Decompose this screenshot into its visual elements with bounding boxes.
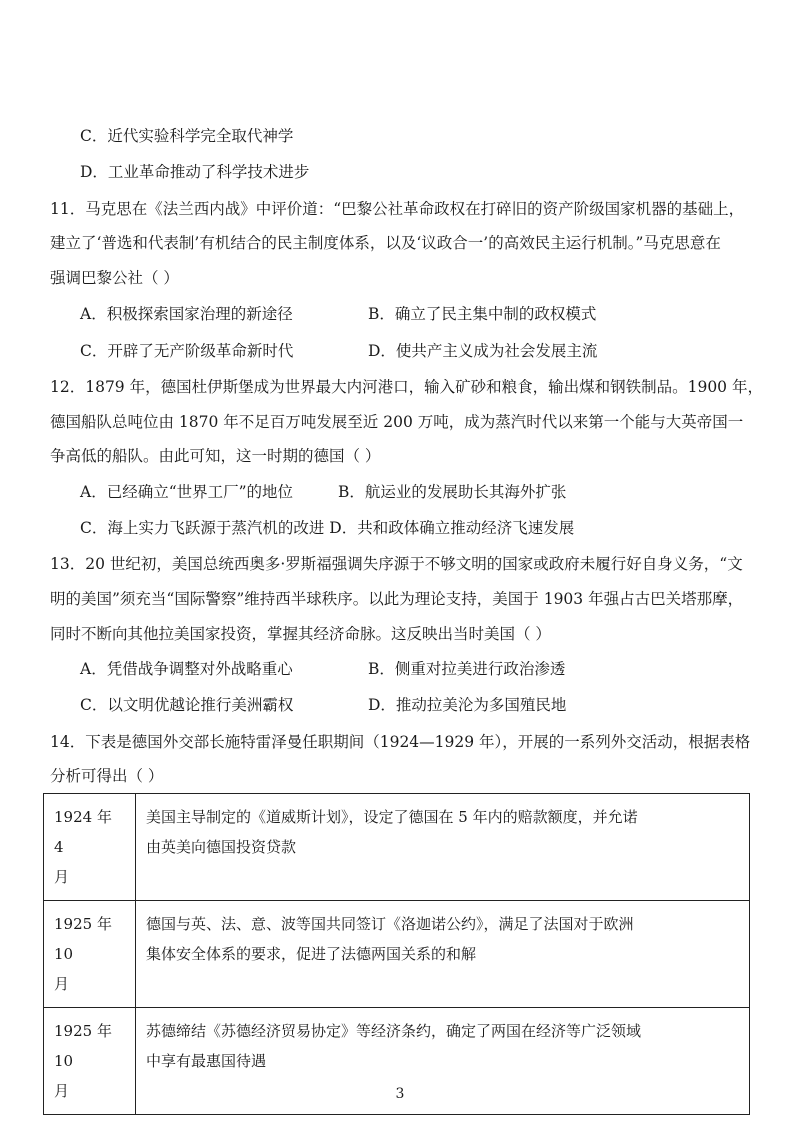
q11-option-a: A．积极探索国家治理的新途径 [80,305,293,323]
q11-stem-line1: 11．马克思在《法兰西内战》中评价道：“巴黎公社革命政权在打碎旧的资产阶级国家机器的基础上， [50,200,745,218]
table-row [44,901,750,1008]
q14-stem-line1: 14．下表是德国外交部长施特雷泽曼任职期间（1924—1929 年），开展的一系列外交活动，根据表格 [50,733,751,751]
q12-stem-line2: 德国船队总吨位由 1870 年不足百万吨发展至近 200 万吨，成为蒸汽时代以来第一个能与大英帝国一 [50,413,744,431]
q11-option-c: C．开辟了无产阶级革命新时代 [80,342,294,360]
q13-option-c: C．以文明优越论推行美洲霸权 [80,696,294,714]
q13-stem-line3: 同时不断向其他拉美国家投资，掌握其经济命脉。这反映出当时美国（ ） [50,625,551,643]
q12-option-a: A．已经确立“世界工厂”的地位 [80,483,294,501]
table-text-cell: 德国与英、法、意、波等国共同签订《洛迦诺公约》，满足了法国对于欧洲 集体安全体系的要求，促进了法德两国关系的和解 [136,901,750,1008]
table-text-cell: 苏德缔结《苏德经济贸易协定》等经济条约，确定了两国在经济等广泛领域 中享有最惠国待遇 [136,1008,750,1115]
q12-stem-line1: 12．1879 年，德国杜伊斯堡成为世界最大内河港口，输入矿砂和粮食，输出煤和钢铁制品。1900 年， [50,378,763,396]
q14-stem-line2: 分析可得出（ ） [50,767,164,785]
table-date-cell: 1925 年 10 月 [44,901,136,1008]
q13-stem-line1: 13．20 世纪初，美国总统西奥多·罗斯福强调失序源于不够文明的国家或政府未履行好自身义务，“文 [50,555,743,573]
q12-option-b: B．航运业的发展助长其海外扩张 [338,483,567,501]
table-date-cell: 1924 年 4 月 [44,794,136,901]
table-row [44,794,750,901]
table-text-cell: 美国主导制定的《道威斯计划》，设定了德国在 5 年内的赔款额度，并允诺 由英美向德国投资贷款 [136,794,750,901]
table-date-cell: 1925 年 10 月 [44,1008,136,1115]
q13-stem-line2: 明的美国”须充当“国际警察”维持西半球秩序。以此为理论支持，美国于 1903 年强占古巴关塔那摩， [50,590,744,608]
q11-option-b: B．确立了民主集中制的政权模式 [368,305,597,323]
q13-option-d: D．推动拉美沦为多国殖民地 [368,696,567,714]
q11-stem-line2: 建立了‘普选和代表制’有机结合的民主制度体系，以及‘议政合一’的高效民主运行机制。”马克思意在 [50,234,721,252]
q10-option-c: C．近代实验科学完全取代神学 [80,127,294,145]
q12-stem-line3: 争高低的船队。由此可知，这一时期的德国（ ） [50,447,381,465]
page-number: 3 [395,1086,405,1102]
q13-option-a: A．凭借战争调整对外战略重心 [80,660,293,678]
q11-stem-line3: 强调巴黎公社（ ） [50,269,179,287]
diplomacy-table [43,793,750,1115]
q11-option-d: D．使共产主义成为社会发展主流 [368,342,598,360]
q10-option-d: D．工业革命推动了科学技术进步 [80,163,310,181]
q12-option-cd: C．海上实力飞跃源于蒸汽机的改进 D．共和政体确立推动经济飞速发展 [80,519,575,537]
q13-option-b: B．侧重对拉美进行政治渗透 [368,660,566,678]
